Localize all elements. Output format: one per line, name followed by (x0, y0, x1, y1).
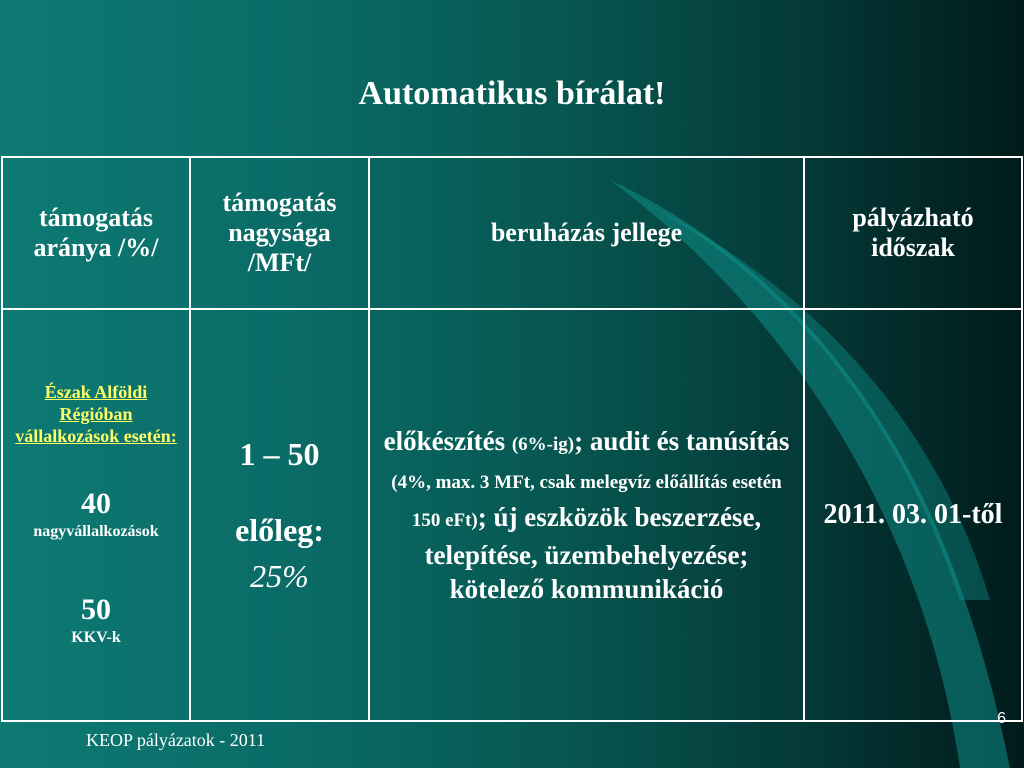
info-table (1, 156, 1023, 722)
period-cell: 2011. 03. 01-től (804, 309, 1022, 721)
desc-part-2: (6%-ig) (511, 434, 575, 455)
header-support-amount: támogatás nagysága /MFt/ (190, 157, 369, 309)
slide-title: Automatikus bírálat! (358, 75, 666, 112)
investment-type-cell (369, 309, 804, 721)
advance-value: 25% (250, 558, 309, 594)
desc-part-5: ; új eszközök beszerzése, telepítése, üzembehelyezése; kötelező kommunikáció (424, 502, 762, 604)
region-label: Észak Alföldi Régióban vállalkozások esetén: (15, 382, 177, 446)
content-row (2, 309, 1022, 721)
page-number: 6 (997, 710, 1006, 727)
support-amount-cell (190, 309, 369, 721)
header-support-rate: támogatás aránya /%/ (2, 157, 190, 309)
support-rate-cell (2, 309, 190, 721)
large-enterprise-label: nagyvállalkozások (33, 523, 159, 540)
desc-part-1: előkészítés (383, 426, 506, 456)
header-row (2, 157, 1022, 309)
advance-label: előleg: (235, 512, 324, 548)
footer-text: KEOP pályázatok - 2011 (86, 730, 266, 750)
desc-part-3: ; audit és tanúsítás (574, 426, 790, 456)
amount-range: 1 – 50 (239, 436, 320, 472)
sme-rate: 50 (81, 593, 111, 626)
desc-part-4: (4%, max. 3 MFt, csak melegvíz előállítás esetén 150 eFt) (391, 472, 782, 531)
header-investment-type: beruházás jellege (369, 157, 804, 309)
large-enterprise-rate: 40 (81, 487, 111, 520)
header-period: pályázható időszak (804, 157, 1022, 309)
sme-label: KKV-k (71, 629, 121, 646)
